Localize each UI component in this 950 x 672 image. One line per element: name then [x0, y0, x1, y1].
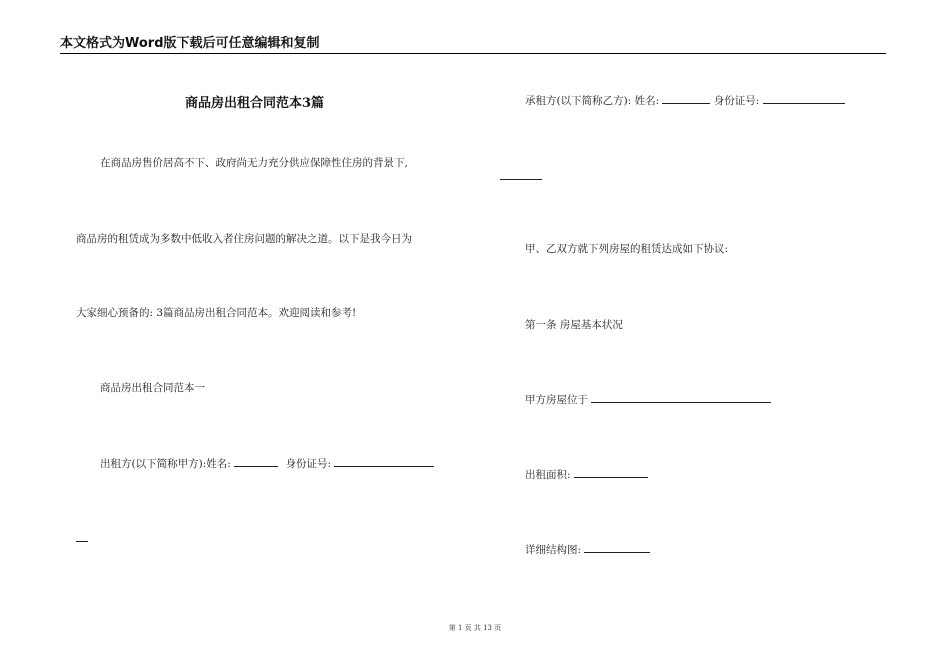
location-blank: [591, 392, 771, 403]
lessee-id-label: 身份证号:: [713, 95, 760, 107]
intro-line-1: 在商品房售价居高不下、政府尚无力充分供应保障性住房的背景下,: [100, 157, 408, 169]
structure-blank: [584, 542, 650, 553]
lessee-label: 承租方(以下简称乙方): 姓名:: [525, 95, 660, 107]
section-title: 商品房出租合同范本一: [100, 382, 205, 394]
lessor-id-blank: [334, 456, 434, 467]
document-title: 商品房出租合同范本3篇: [185, 96, 325, 111]
header-text: 本文格式为Word版下载后可任意编辑和复制: [60, 36, 320, 51]
lessor-name-field: [100, 456, 434, 471]
location-label: 甲方房屋位于: [525, 394, 588, 406]
area-blank: [574, 467, 648, 478]
area-label: 出租面积:: [525, 469, 571, 481]
structure-label: 详细结构图:: [525, 544, 582, 556]
location-field: [525, 392, 771, 407]
lessor-id-blank-continuation: [76, 541, 88, 542]
intro-line-3: 大家细心预备的: 3篇商品房出租合同范本。欢迎阅读和参考!: [76, 307, 357, 319]
area-field: [525, 467, 648, 482]
page-indicator: 第 1 页 共 13 页: [448, 624, 502, 632]
lessee-name-blank: [662, 93, 710, 104]
page-header: [60, 36, 886, 54]
lessor-id-label: 身份证号:: [285, 458, 332, 470]
lessee-id-blank-continuation: [500, 179, 542, 180]
lessor-label: 出租方(以下简称甲方):姓名:: [100, 458, 231, 470]
agreement-line: 甲、乙双方就下列房屋的租赁达成如下协议:: [525, 243, 729, 255]
lessee-id-blank: [763, 93, 845, 104]
lessor-name-blank: [234, 456, 278, 467]
structure-field: [525, 542, 650, 557]
intro-line-2: 商品房的租赁成为多数中低收入者住房问题的解决之道。以下是我今日为: [76, 233, 412, 245]
article-one-heading: 第一条 房屋基本状况: [525, 319, 623, 331]
lessee-name-field: [525, 93, 845, 108]
